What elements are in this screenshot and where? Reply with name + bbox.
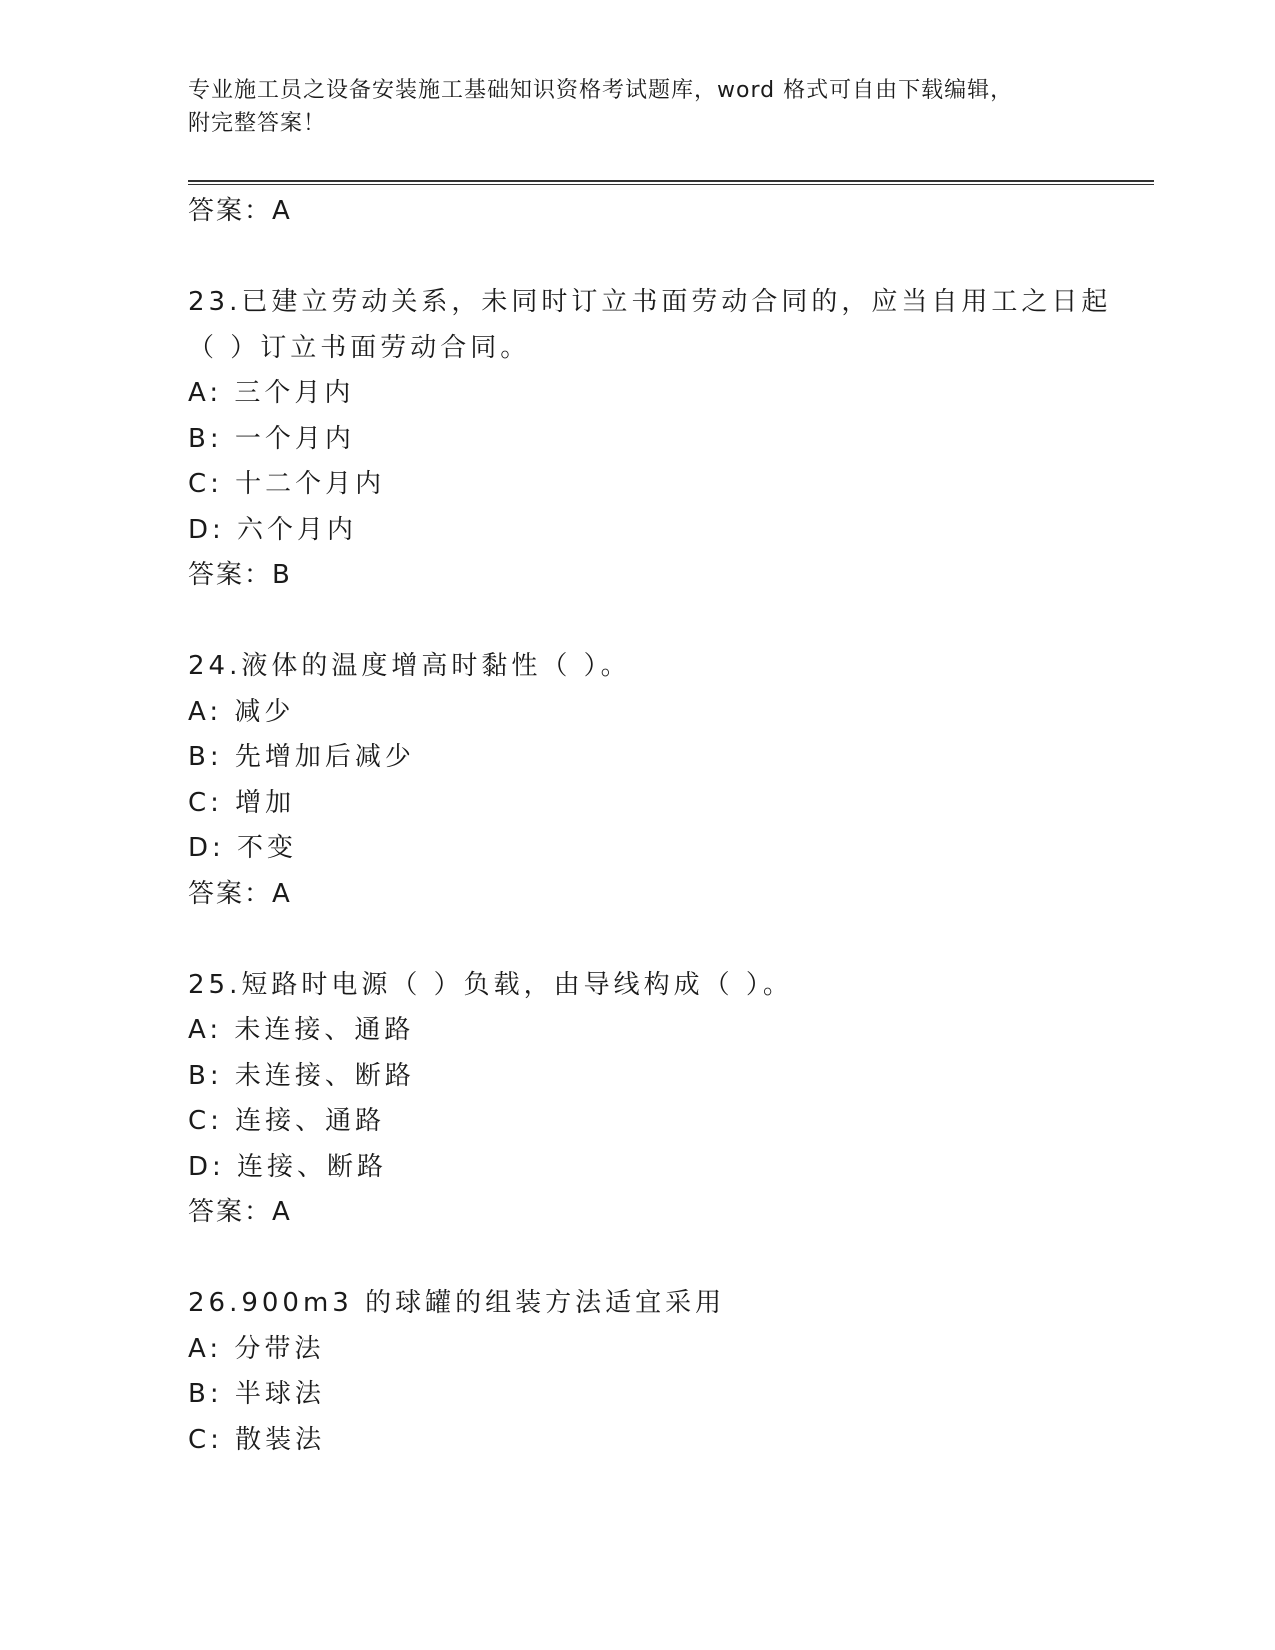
question-23 bbox=[188, 280, 1112, 599]
question-list bbox=[188, 189, 1112, 1463]
option-a: A: 减少 bbox=[188, 696, 295, 727]
question-25 bbox=[188, 963, 1088, 1236]
option-c: C: 十二个月内 bbox=[188, 469, 386, 499]
option-c: C: 散装法 bbox=[188, 1424, 326, 1455]
header-divider bbox=[188, 180, 1154, 185]
option-b: B: 先增加后减少 bbox=[188, 742, 415, 772]
header-line-1: 专业施工员之设备安装施工基础知识资格考试题库，word 格式可自由下载编辑， bbox=[188, 78, 1014, 103]
answer-line: 答案：A bbox=[188, 1197, 292, 1227]
option-d: D: 连接、断路 bbox=[188, 1151, 388, 1182]
answer-line: 答案：A bbox=[188, 878, 292, 909]
option-c: C: 增加 bbox=[188, 787, 296, 818]
header-line-2: 附完整答案！ bbox=[188, 111, 327, 136]
option-a: A: 三个月内 bbox=[188, 378, 355, 408]
option-a: A: 分带法 bbox=[188, 1333, 325, 1364]
spacer bbox=[188, 235, 1088, 281]
option-a: A: 未连接、通路 bbox=[188, 1015, 415, 1045]
spacer bbox=[188, 599, 1088, 645]
option-c: C: 连接、通路 bbox=[188, 1106, 386, 1136]
option-b: B: 一个月内 bbox=[188, 423, 355, 454]
page-header bbox=[188, 74, 1088, 140]
option-d: D: 六个月内 bbox=[188, 514, 358, 545]
question-text: 25.短路时电源（ ）负载，由导线构成（ ）。 bbox=[188, 969, 793, 1000]
answer-line: 答案：A bbox=[188, 196, 292, 226]
spacer bbox=[188, 917, 1088, 963]
question-24 bbox=[188, 644, 1088, 917]
option-b: B: 半球法 bbox=[188, 1379, 325, 1409]
question-text: 26.900m3 的球罐的组装方法适宜采用 bbox=[188, 1288, 726, 1318]
question-26 bbox=[188, 1281, 1088, 1463]
option-d: D: 不变 bbox=[188, 833, 298, 863]
option-b: B: 未连接、断路 bbox=[188, 1060, 415, 1091]
spacer bbox=[188, 1236, 1088, 1282]
answer-line: 答案：B bbox=[188, 560, 292, 590]
question-text: 23.已建立劳动关系，未同时订立书面劳动合同的，应当自用工之日起 bbox=[188, 287, 1112, 317]
question-text-continued: （ ）订立书面劳动合同。 bbox=[188, 332, 531, 363]
question-text: 24.液体的温度增高时黏性（ ）。 bbox=[188, 651, 631, 681]
